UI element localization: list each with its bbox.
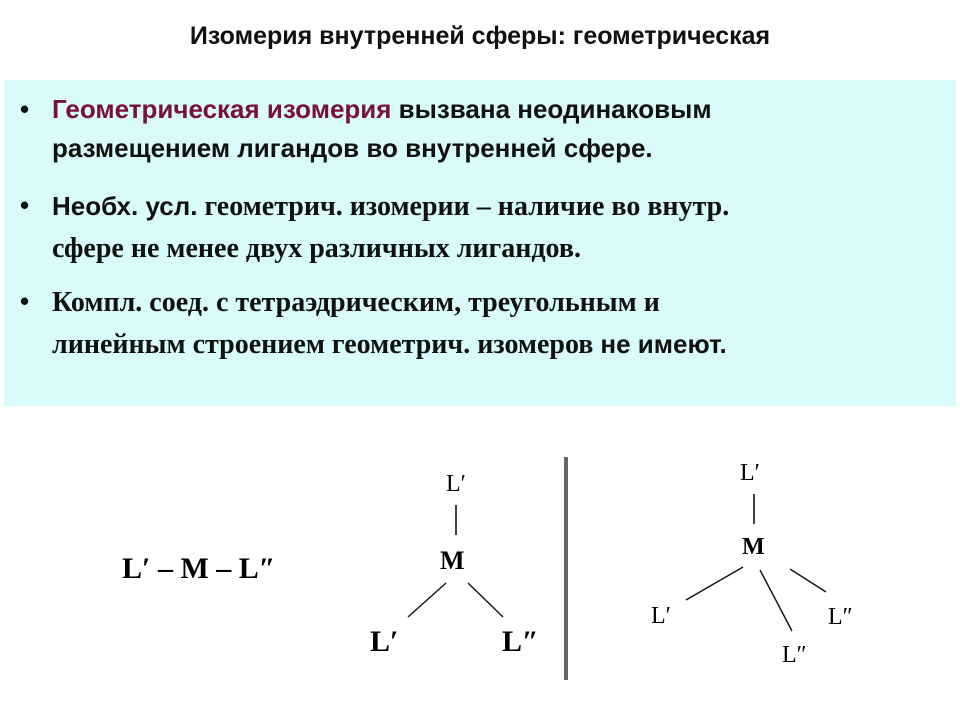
bullet-dot: • (20, 190, 30, 220)
bond-line (760, 570, 792, 631)
tetrahedral-top-ligand: L′ (740, 460, 760, 486)
page-title: Изомерия внутренней сферы: геометрическая (189, 22, 771, 50)
bullet-text-line1: геометрич. изомерии – наличие во внутр. (197, 191, 730, 222)
trigonal-center-metal: M (440, 546, 465, 575)
bullet-emphasis: не имеют. (600, 329, 727, 359)
bullet-dot: • (20, 94, 30, 124)
bond-line (408, 583, 446, 617)
linear-formula: L′ – M – L″ (122, 552, 276, 585)
bond-line (468, 583, 503, 617)
trigonal-top-ligand: L′ (446, 471, 466, 497)
bullet-text-line2: сфере не менее двух различных лигандов. (52, 233, 581, 264)
bullet-text-line1: вызвана неодинаковым (391, 94, 712, 124)
trigonal-right-ligand: L″ (502, 625, 539, 658)
tetrahedral-bottom-ligand: L″ (782, 642, 807, 668)
bond-line (686, 567, 743, 600)
bullet-text-line2: линейным строением геометрич. изомеров (52, 329, 601, 360)
bullet-text-line2: размещением лигандов во внутренней сфере. (52, 133, 653, 163)
bullet-dot: • (20, 286, 30, 316)
bullet-prefix: Необх. усл. (52, 191, 198, 221)
trigonal-left-ligand: L′ (370, 625, 399, 658)
bond-line (790, 569, 826, 592)
tetrahedral-left-ligand: L′ (651, 603, 671, 629)
tetrahedral-right-ligand: L″ (828, 604, 853, 630)
tetrahedral-center-metal: M (742, 534, 765, 560)
bullet-text-line1: Компл. соед. с тетраэдрическим, треугольным и (52, 287, 660, 318)
term-highlight: Геометрическая изомерия (52, 94, 392, 124)
